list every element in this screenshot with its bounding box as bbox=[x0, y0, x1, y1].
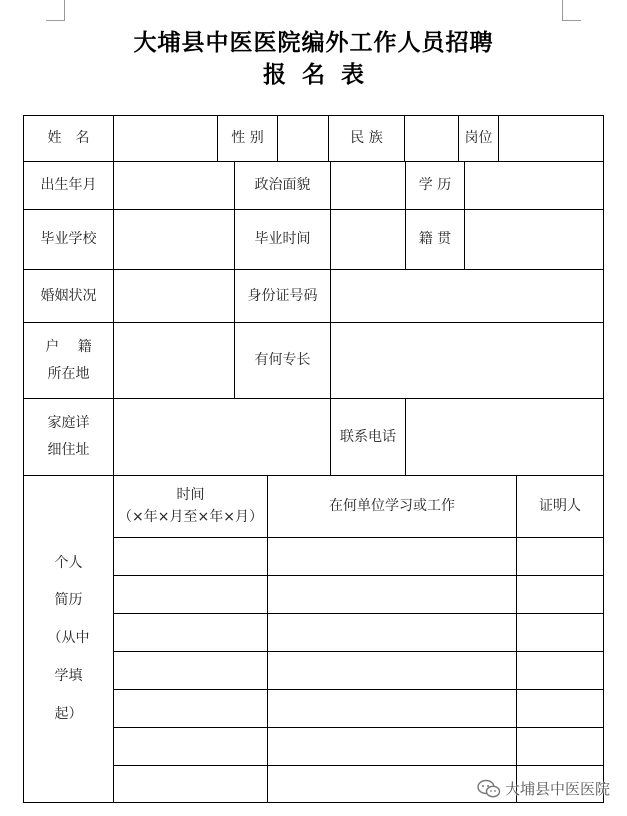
label-position: 岗位 bbox=[464, 130, 493, 147]
corner-mark-left bbox=[46, 0, 65, 21]
watermark-text: 大埔县中医医院 bbox=[505, 780, 611, 798]
grid-line bbox=[113, 651, 604, 652]
header-time: 时间 （×年×月至×年×月） bbox=[118, 486, 263, 525]
label-birth-date: 出生年月 bbox=[40, 177, 97, 194]
grid-line bbox=[113, 613, 604, 614]
form-subtitle: 报 名 表 bbox=[263, 61, 364, 88]
header-unit: 在何单位学习或工作 bbox=[329, 498, 455, 515]
grid-line bbox=[113, 689, 604, 690]
form-title: 大埔县中医医院编外工作人员招聘 bbox=[133, 29, 494, 56]
grid-line bbox=[277, 115, 278, 161]
label-marital-status: 婚姻状况 bbox=[40, 287, 97, 304]
label-hukou: 户 籍 所在地 bbox=[45, 338, 92, 382]
label-resume: 个人 简历 （从中 学填 起） bbox=[47, 554, 90, 722]
grid-line bbox=[113, 575, 604, 576]
label-gender: 性 别 bbox=[231, 130, 264, 147]
label-id-number: 身份证号码 bbox=[247, 287, 318, 304]
corner-mark-right bbox=[562, 0, 581, 21]
grid-line bbox=[113, 727, 604, 728]
label-phone: 联系电话 bbox=[340, 428, 396, 445]
grid-line bbox=[498, 115, 499, 161]
header-witness: 证明人 bbox=[539, 498, 581, 515]
label-name: 姓 名 bbox=[47, 130, 90, 147]
wechat-icon bbox=[477, 779, 501, 799]
label-ethnicity: 民 族 bbox=[350, 130, 383, 147]
grid-line bbox=[404, 115, 405, 161]
label-graduate-school: 毕业学校 bbox=[40, 231, 97, 248]
label-specialty: 有何专长 bbox=[254, 352, 311, 369]
label-home-address: 家庭详 细住址 bbox=[47, 415, 90, 458]
grid-line bbox=[113, 115, 114, 803]
label-native-place: 籍 贯 bbox=[418, 231, 452, 248]
label-graduation-time: 毕业时间 bbox=[254, 231, 311, 248]
grid-line bbox=[464, 161, 465, 270]
grid-line bbox=[113, 537, 604, 538]
grid-line bbox=[405, 398, 406, 475]
grid-line bbox=[113, 765, 604, 766]
watermark bbox=[477, 778, 610, 799]
label-education: 学 历 bbox=[418, 177, 452, 194]
label-political-status: 政治面貌 bbox=[254, 177, 311, 194]
grid-line bbox=[603, 115, 604, 803]
